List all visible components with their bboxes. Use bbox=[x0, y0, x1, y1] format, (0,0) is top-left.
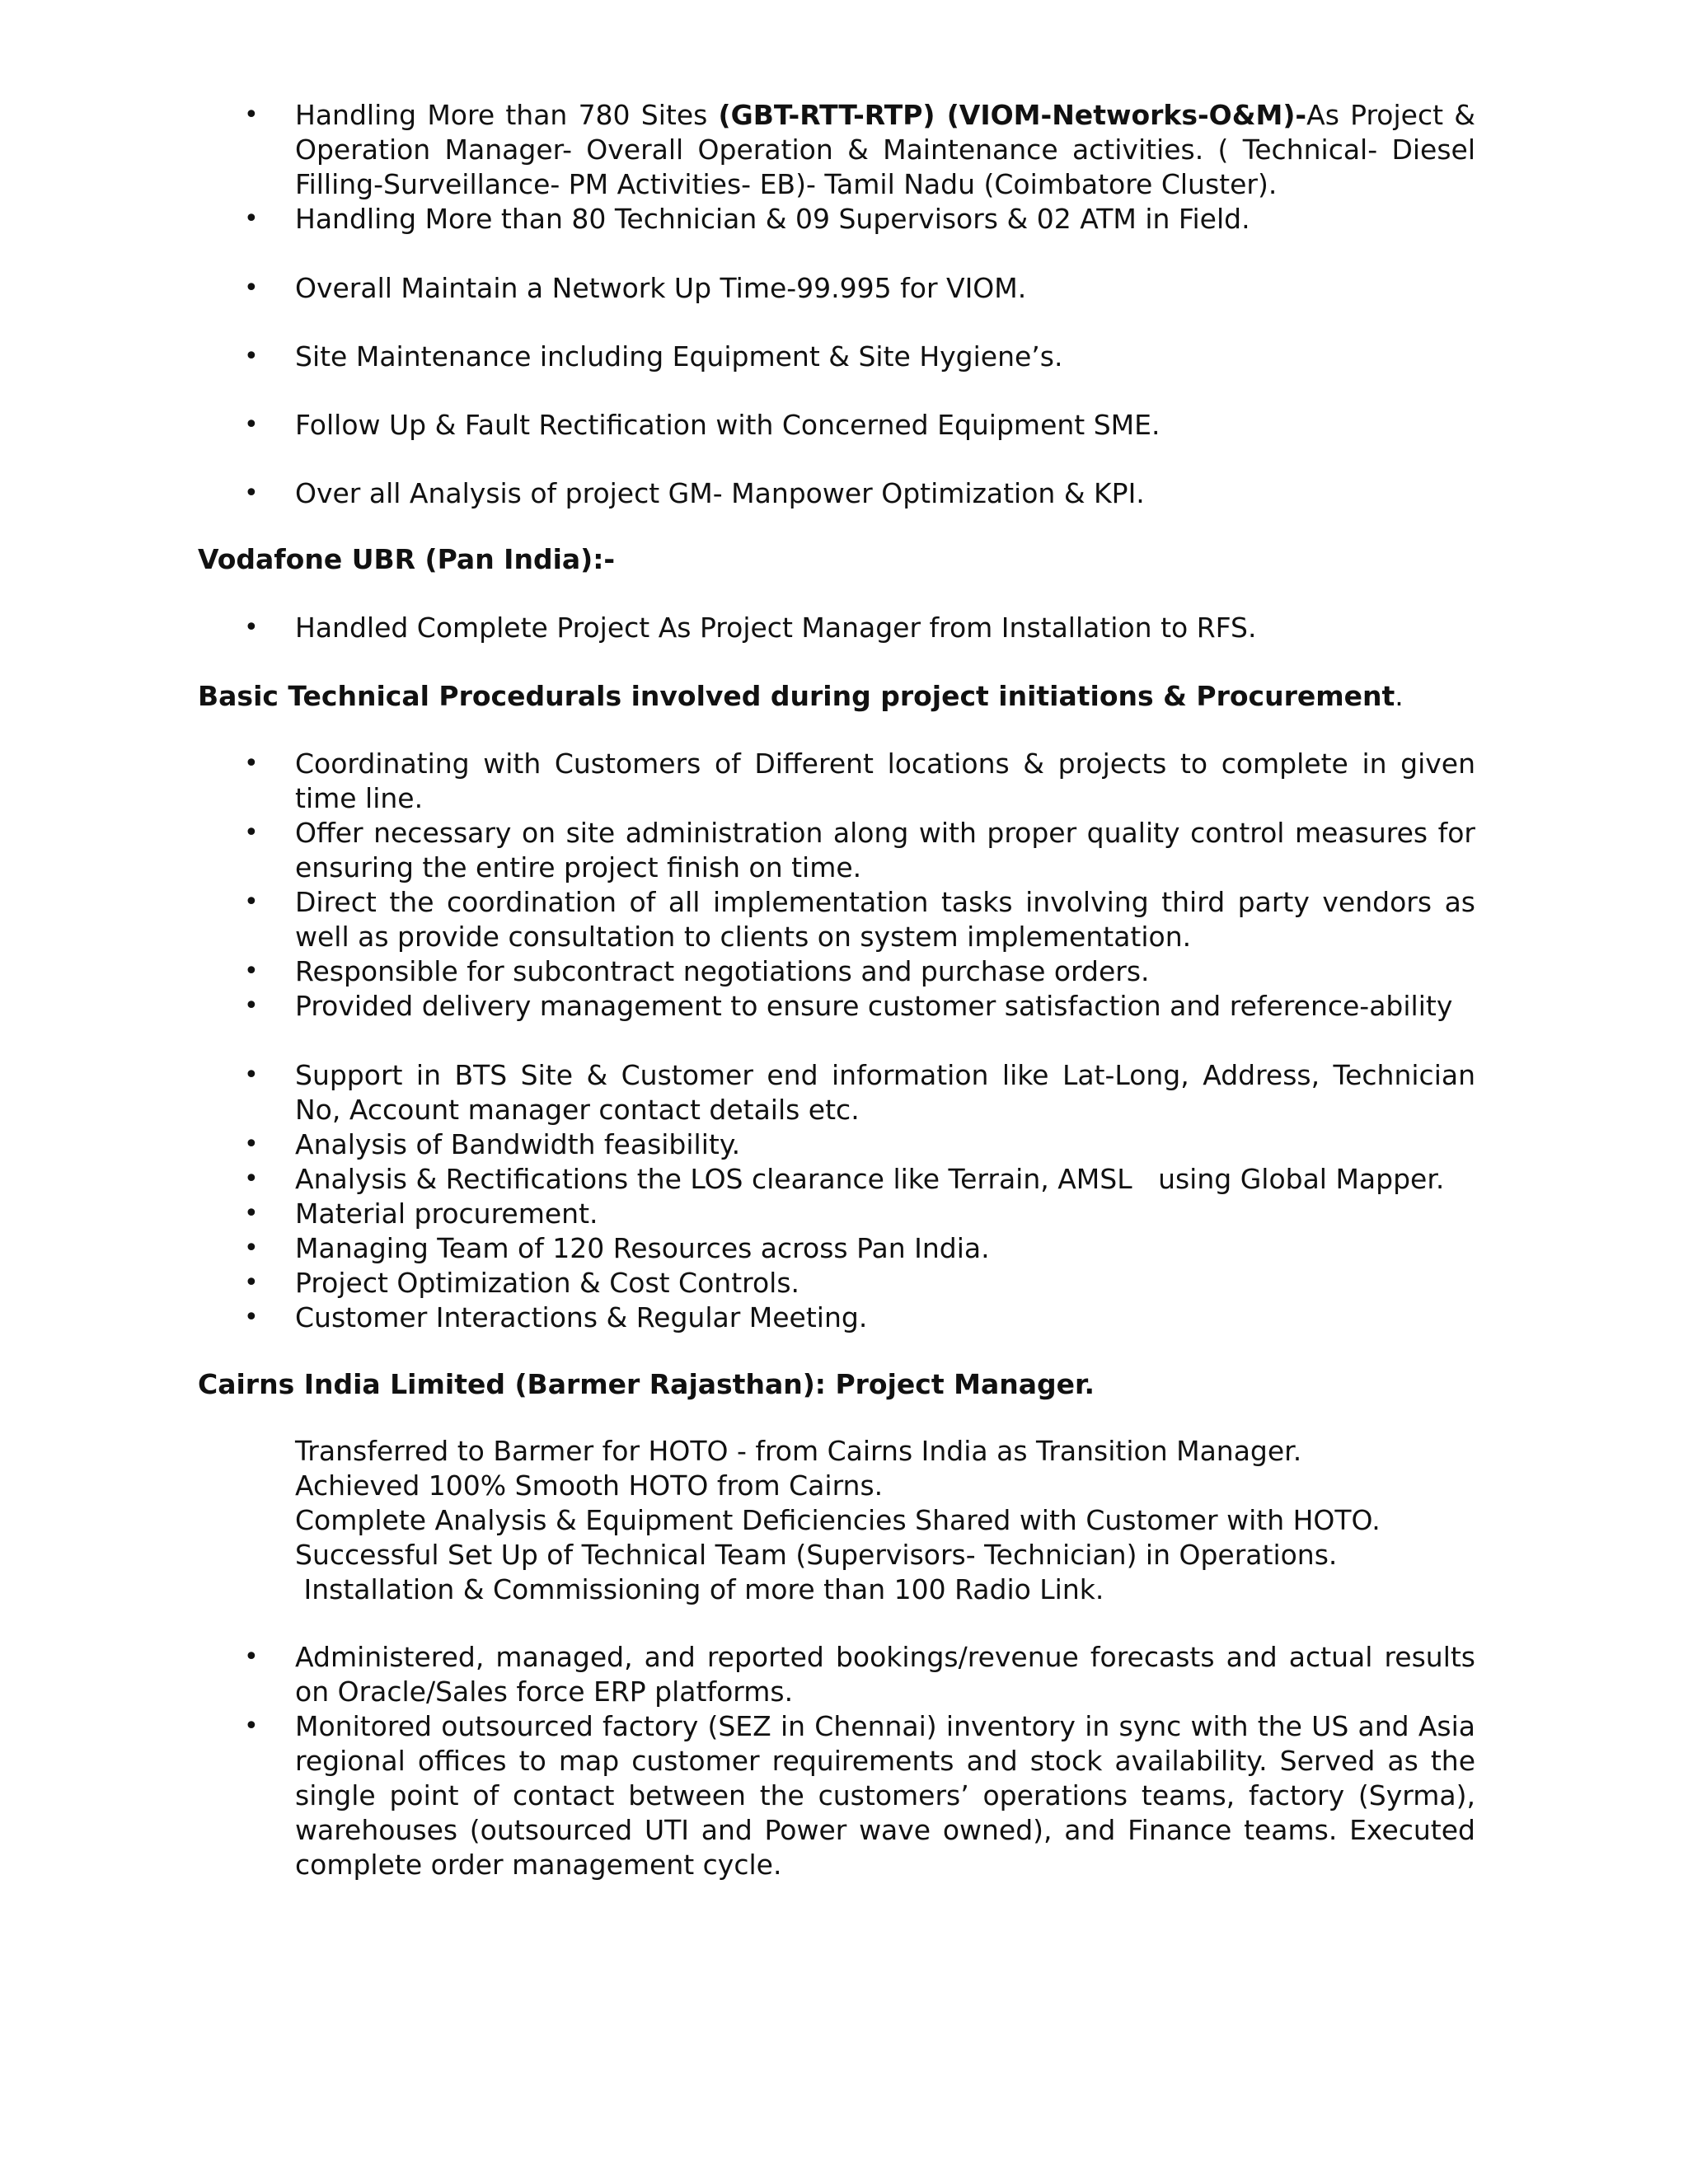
list-item-text: Analysis of Bandwidth feasibility. bbox=[295, 1128, 741, 1160]
cairns-line: Complete Analysis & Equipment Deficiencies Shared with Customer with HOTO. bbox=[295, 1504, 1381, 1536]
list-item bbox=[0, 476, 1475, 511]
bullet-icon: • bbox=[244, 1643, 259, 1671]
procedurals-heading bbox=[198, 679, 1404, 714]
list-item bbox=[0, 1127, 1475, 1162]
list-item bbox=[0, 340, 1475, 374]
list-item bbox=[0, 816, 1475, 885]
bullet-icon: • bbox=[244, 410, 259, 439]
list-item bbox=[0, 611, 1475, 645]
vodafone-bullet-list bbox=[0, 611, 1688, 645]
list-item-text: Administered, managed, and reported bookings/revenue forecasts and actual results on Oracle/Sales force ERP platforms. bbox=[295, 1641, 1475, 1708]
viom-bullet-list bbox=[0, 98, 1688, 511]
list-item-text: Site Maintenance including Equipment & Site Hygiene’s. bbox=[295, 340, 1063, 373]
procedurals-bullet-list-b bbox=[0, 1058, 1688, 1335]
bullet-icon: • bbox=[244, 1165, 259, 1193]
procedurals-heading-period: . bbox=[1395, 680, 1404, 712]
bullet-icon: • bbox=[244, 818, 259, 847]
list-item bbox=[0, 202, 1475, 237]
procedurals-heading-text: Basic Technical Procedurals involved during project initiations & Procurement bbox=[198, 680, 1395, 712]
bullet-icon: • bbox=[244, 274, 259, 302]
list-item-text: Provided delivery management to ensure customer satisfaction and reference-ability bbox=[295, 990, 1453, 1022]
list-item bbox=[0, 1266, 1475, 1301]
bullet-icon: • bbox=[244, 888, 259, 916]
list-item-text: Coordinating with Customers of Different locations & projects to complete in given time line. bbox=[295, 748, 1475, 814]
cairns-line: Achieved 100% Smooth HOTO from Cairns. bbox=[295, 1469, 884, 1502]
bullet-icon: • bbox=[244, 1303, 259, 1332]
list-item-text: Handled Complete Project As Project Manager from Installation to RFS. bbox=[295, 612, 1257, 644]
list-item-text: Support in BTS Site & Customer end information like Lat-Long, Address, Technician No, Account manager contact details etc. bbox=[295, 1059, 1475, 1126]
cairns-bullet-list bbox=[0, 1640, 1688, 1882]
list-item bbox=[0, 954, 1475, 989]
bullet-icon: • bbox=[244, 1199, 259, 1228]
bullet-icon: • bbox=[244, 1712, 259, 1741]
list-item bbox=[0, 1058, 1475, 1127]
bullet-icon: • bbox=[244, 204, 259, 233]
cairns-line: Successful Set Up of Technical Team (Supervisors- Technician) in Operations. bbox=[295, 1539, 1338, 1571]
bullet-icon: • bbox=[244, 1268, 259, 1297]
list-item bbox=[0, 271, 1475, 306]
list-item bbox=[0, 1197, 1475, 1231]
bullet-icon: • bbox=[244, 101, 259, 129]
list-item bbox=[0, 1640, 1475, 1709]
bullet-icon: • bbox=[244, 1130, 259, 1159]
list-item bbox=[0, 1162, 1475, 1197]
list-item-text: Handling More than 80 Technician & 09 Supervisors & 02 ATM in Field. bbox=[295, 203, 1250, 235]
procedurals-bullet-list-a bbox=[0, 747, 1688, 1024]
list-item bbox=[0, 1231, 1475, 1266]
vodafone-heading: Vodafone UBR (Pan India):- bbox=[198, 543, 616, 575]
list-item bbox=[0, 98, 1475, 202]
list-item bbox=[0, 1709, 1475, 1882]
list-item-text: Offer necessary on site administration along with proper quality control measures for ensuring the entire project finish on time. bbox=[295, 817, 1475, 883]
list-item bbox=[0, 989, 1475, 1024]
list-item-text: Direct the coordination of all implementation tasks involving third party vendors as well as provide consultation to clients on system implementation. bbox=[295, 886, 1475, 953]
list-item-text: Overall Maintain a Network Up Time-99.995 for VIOM. bbox=[295, 272, 1027, 304]
list-item-text: Customer Interactions & Regular Meeting. bbox=[295, 1301, 868, 1333]
list-item-text: Responsible for subcontract negotiations and purchase orders. bbox=[295, 955, 1150, 987]
bullet-icon: • bbox=[244, 613, 259, 642]
list-item-text: Managing Team of 120 Resources across Pan India. bbox=[295, 1232, 990, 1264]
bullet-icon: • bbox=[244, 342, 259, 371]
bullet-icon: • bbox=[244, 991, 259, 1020]
list-item-text-prefix: Handling More than 780 Sites bbox=[295, 99, 719, 131]
cairns-line: Transferred to Barmer for HOTO - from Cairns India as Transition Manager. bbox=[295, 1435, 1302, 1467]
bullet-icon: • bbox=[244, 749, 259, 778]
list-item-text: Analysis & Rectifications the LOS clearance like Terrain, AMSL using Global Mapper. bbox=[295, 1163, 1445, 1195]
list-item-text-bold: (GBT-RTT-RTP) (VIOM-Networks-O&M)- bbox=[718, 99, 1307, 131]
list-item bbox=[0, 1301, 1475, 1335]
list-item bbox=[0, 885, 1475, 954]
list-item-text: Material procurement. bbox=[295, 1197, 598, 1230]
bullet-icon: • bbox=[244, 957, 259, 986]
list-item-text: Project Optimization & Cost Controls. bbox=[295, 1267, 800, 1299]
cairns-line: Installation & Commissioning of more than 100 Radio Link. bbox=[295, 1573, 1104, 1605]
list-item-text: Monitored outsourced factory (SEZ in Chennai) inventory in sync with the US and Asia regional offices to map customer requirements and stock availability. Served as the single point of contact between the customers’ operations teams, factory (Syrma), warehouses (outsourced UTI and Power wave owned), and Finance teams. Executed complete order management cycle. bbox=[295, 1710, 1475, 1881]
cairns-lines bbox=[295, 1434, 1531, 1607]
bullet-icon: • bbox=[244, 1234, 259, 1263]
bullet-icon: • bbox=[244, 479, 259, 508]
list-item bbox=[0, 408, 1475, 443]
cairns-heading: Cairns India Limited (Barmer Rajasthan): Project Manager. bbox=[198, 1368, 1095, 1400]
list-item bbox=[0, 747, 1475, 816]
list-item-text-suffix: As Project & Operation Manager- Overall Operation & Maintenance activities. ( Technical- Diesel Filling-Surveillance- PM Activities- EB)- Tamil Nadu (Coimbatore Cluster). bbox=[295, 99, 1475, 200]
list-item-text: Follow Up & Fault Rectification with Concerned Equipment SME. bbox=[295, 409, 1160, 441]
bullet-icon: • bbox=[244, 1061, 259, 1090]
list-item-text: Over all Analysis of project GM- Manpower Optimization & KPI. bbox=[295, 477, 1145, 509]
